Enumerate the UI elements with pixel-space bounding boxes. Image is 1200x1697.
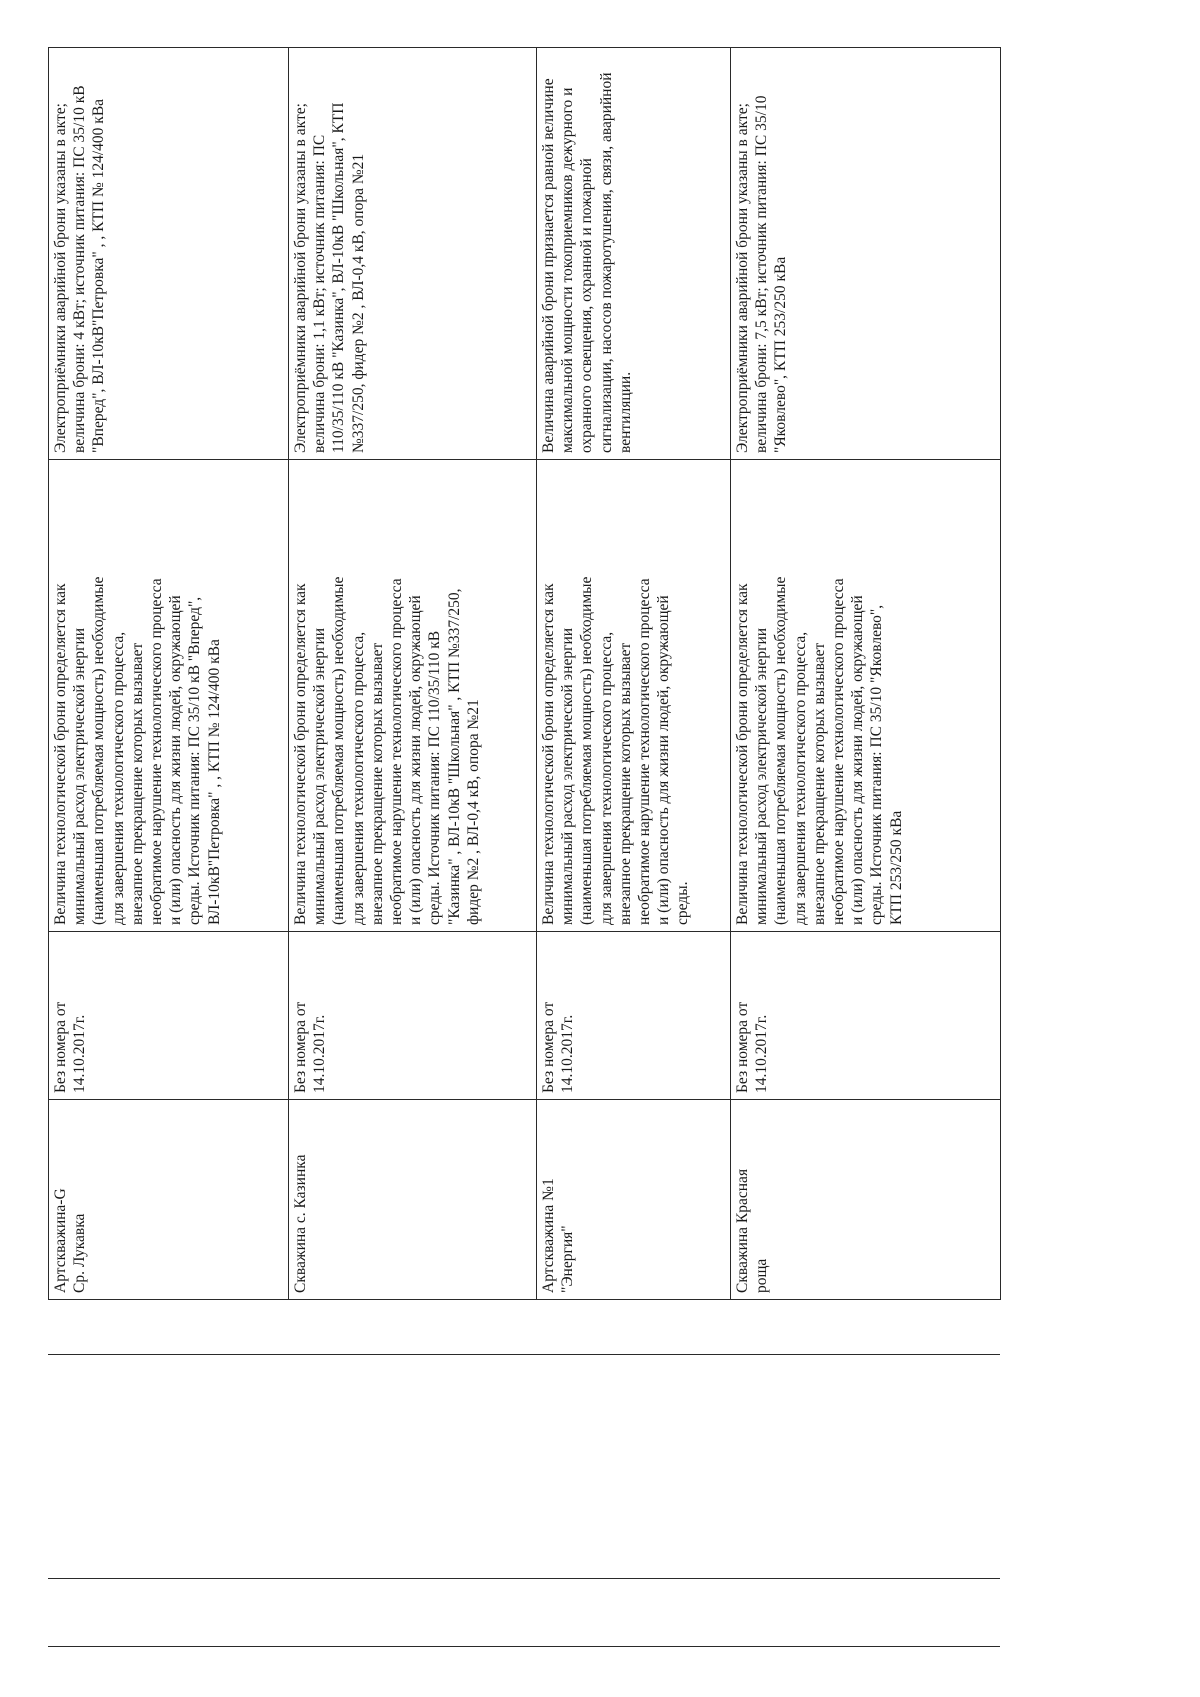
technological-reserve-text: Величина технологической брони определяется как минимальный расход электрической энергии (наименьшая потребляемая мощность) необходимые для завершения технологического процесса, внезапное прекращение которых вызывает необратимое нарушение технологического процесса и (или) опасность для жизни людей, окружающей среды. Источник питания: ПС 35/10 кВ "Вперед", ВЛ-10кВ"Петровка" , , КТП № 124/400 кВа — [52, 576, 223, 925]
act-cell — [289, 932, 537, 1100]
act-cell — [49, 932, 289, 1100]
table-row — [731, 48, 1001, 1300]
emergency-reserve-text: Электроприёмники аварийной брони указаны в акте; величина брони: 4 кВт; источник питания: ПС 35/10 кВ "Вперед", ВЛ-10кВ"Петровка" , , КТП № 124/400 кВа — [52, 85, 108, 453]
act-reference: Без номера от 14.10.2017г. — [52, 1001, 89, 1093]
rotated-page-content — [48, 48, 1000, 1300]
technological-reserve-cell — [537, 460, 731, 932]
emergency-reserve-cell — [49, 48, 289, 460]
technological-reserve-text: Величина технологической брони определяется как минимальный расход электрической энергии (наименьшая потребляемая мощность) необходимые для завершения технологического процесса, внезапное прекращение которых вызывает необратимое нарушение технологического процесса и (или) опасность для жизни людей, окружающей среды. — [540, 576, 692, 925]
technological-reserve-text: Величина технологической брони определяется как минимальный расход электрической энергии (наименьшая потребляемая мощность) необходимые для завершения технологического процесса, внезапное прекращение которых вызывает необратимое нарушение технологического процесса и (или) опасность для жизни людей, окружающей среды. Источник питания: ПС 35/10 "Яковлево", КТП 253/250 кВа — [734, 576, 905, 925]
technological-reserve-cell — [731, 460, 1001, 932]
divider-line — [48, 1578, 1000, 1579]
emergency-reserve-text: Электроприёмники аварийной брони указаны в акте; величина брони: 7,5 кВт; источник питания: ПС 35/10 "Яковлево", КТП 253/250 кВа — [734, 95, 790, 453]
emergency-reserve-cell — [289, 48, 537, 460]
divider-line — [48, 1354, 1000, 1355]
technological-reserve-cell — [289, 460, 537, 932]
emergency-reserve-text: Величина аварийной брони признается равной величине максимальной мощности токоприемников дежурного и охранного освещения, охранной и пожарной сигнализации, насосов пожаротушения, связи, аварийной вентиляции. — [540, 72, 634, 453]
table-row — [537, 48, 731, 1300]
technological-reserve-cell — [49, 460, 289, 932]
act-cell — [537, 932, 731, 1100]
object-cell — [537, 1100, 731, 1300]
emergency-reserve-cell — [731, 48, 1001, 460]
act-reference: Без номера от 14.10.2017г. — [292, 1001, 329, 1093]
table-row — [289, 48, 537, 1300]
object-cell — [289, 1100, 537, 1300]
act-reference: Без номера от 14.10.2017г. — [540, 1001, 577, 1093]
object-name: Скважина Красная роща — [734, 1168, 771, 1293]
object-name: Артскважина-G Ср. Лукавка — [52, 1188, 89, 1293]
emergency-reserve-text: Электроприёмники аварийной брони указаны в акте; величина брони: 1,1 кВт; источник питания: ПС 110/35/110 кВ "Казинка", ВЛ-10кВ "Школьная", КТП №337/250, фидер №2 , ВЛ-0,4 кВ, опора №21 — [292, 102, 367, 453]
act-reference: Без номера от 14.10.2017г. — [734, 1001, 771, 1093]
object-name: Скважина с. Казинка — [292, 1154, 309, 1293]
object-name: Артскважина №1 "Энергия" — [540, 1178, 577, 1293]
divider-line — [48, 1646, 1000, 1647]
technological-reserve-text: Величина технологической брони определяется как минимальный расход электрической энергии (наименьшая потребляемая мощность) необходимые для завершения технологического процесса, внезапное прекращение которых вызывает необратимое нарушение технологического процесса и (или) опасность для жизни людей, окружающей среды. Источник питания: ПС 110/35/110 кВ "Казинка" , ВЛ-10кВ "Школьная" , КТП №337/250, фидер №2 , ВЛ-0,4 кВ, опора №21 — [292, 576, 482, 925]
table-row — [49, 48, 289, 1300]
emergency-reserve-cell — [537, 48, 731, 460]
act-cell — [731, 932, 1001, 1100]
reservation-table — [48, 47, 1001, 1300]
object-cell — [49, 1100, 289, 1300]
object-cell — [731, 1100, 1001, 1300]
